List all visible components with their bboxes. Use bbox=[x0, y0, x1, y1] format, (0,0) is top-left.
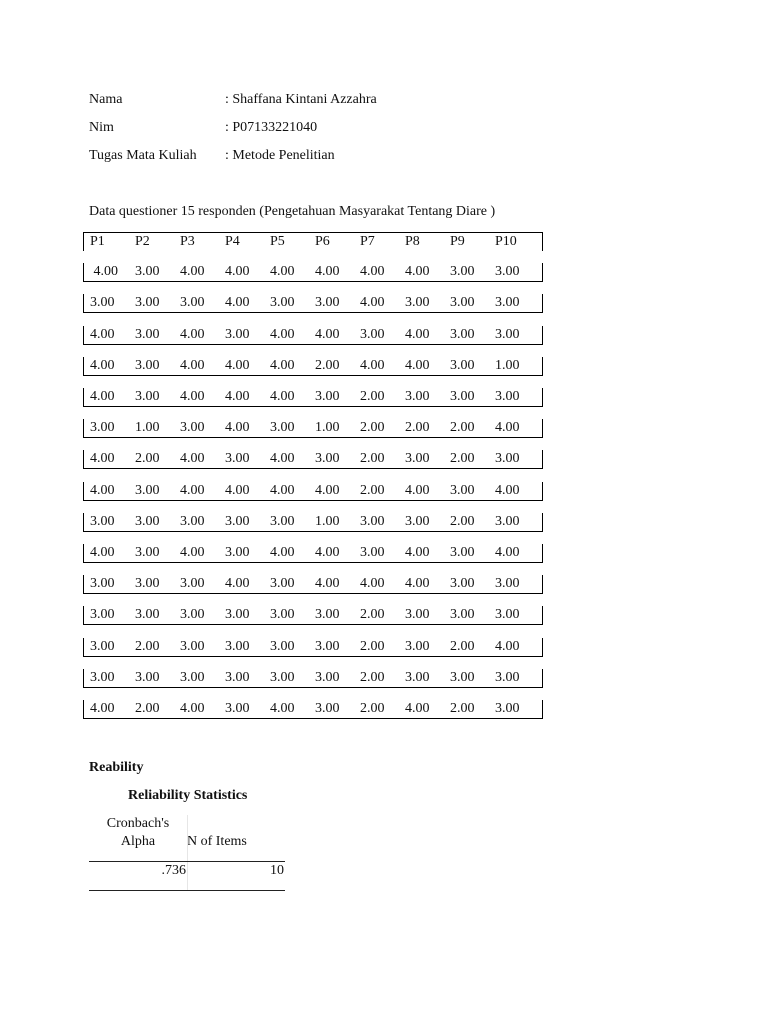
table-cell: 4.00 bbox=[225, 483, 250, 498]
table-cell: 1.00 bbox=[135, 420, 160, 435]
table-cell: 4.00 bbox=[405, 545, 430, 560]
table-cell: 3.00 bbox=[225, 327, 250, 342]
table-cell: 3.00 bbox=[495, 607, 520, 622]
info-value: : P07133221040 bbox=[225, 120, 318, 135]
table-cell: 4.00 bbox=[315, 327, 340, 342]
table-cell: 4.00 bbox=[180, 545, 205, 560]
table-cell: 4.00 bbox=[270, 545, 295, 560]
cronbach-alpha-header-line1: Cronbach's bbox=[106, 816, 170, 831]
table-cell: 4.00 bbox=[315, 576, 340, 591]
info-label: Tugas Mata Kuliah bbox=[89, 148, 197, 163]
table-cell: 3.00 bbox=[360, 514, 385, 529]
reliability-statistics-title: Reliability Statistics bbox=[128, 788, 248, 803]
table-cell: 3.00 bbox=[135, 358, 160, 373]
table-cell: 4.00 bbox=[90, 701, 115, 716]
table-cell: 4.00 bbox=[180, 701, 205, 716]
column-header: P5 bbox=[270, 234, 285, 249]
table-cell: 4.00 bbox=[225, 358, 250, 373]
table-cell: 4.00 bbox=[180, 451, 205, 466]
table-cell: 3.00 bbox=[405, 389, 430, 404]
info-label: Nama bbox=[89, 92, 123, 107]
table-cell: 3.00 bbox=[405, 295, 430, 310]
table-cell: 3.00 bbox=[450, 545, 475, 560]
table-cell: 4.00 bbox=[315, 264, 340, 279]
table-cell: 4.00 bbox=[180, 483, 205, 498]
table-cell: 3.00 bbox=[405, 514, 430, 529]
column-header: P10 bbox=[495, 234, 517, 249]
table-cell: 3.00 bbox=[270, 576, 295, 591]
table-cell: 4.00 bbox=[90, 358, 115, 373]
table-cell: 3.00 bbox=[270, 639, 295, 654]
table-cell: 3.00 bbox=[225, 701, 250, 716]
table-cell: 3.00 bbox=[405, 607, 430, 622]
table-cell: 3.00 bbox=[225, 639, 250, 654]
table-cell: 1.00 bbox=[495, 358, 520, 373]
table-cell: 3.00 bbox=[90, 576, 115, 591]
info-label: Nim bbox=[89, 120, 114, 135]
table-cell: 3.00 bbox=[450, 358, 475, 373]
table-cell: 3.00 bbox=[450, 576, 475, 591]
table-cell: 2.00 bbox=[405, 420, 430, 435]
table-cell: 2.00 bbox=[315, 358, 340, 373]
table-cell: 4.00 bbox=[90, 545, 115, 560]
table-cell: 3.00 bbox=[405, 639, 430, 654]
table-cell: 4.00 bbox=[180, 389, 205, 404]
table-cell: 3.00 bbox=[180, 607, 205, 622]
n-of-items-header: N of Items bbox=[187, 834, 247, 849]
table-cell: 3.00 bbox=[135, 327, 160, 342]
cronbach-alpha-header-line2: Alpha bbox=[120, 834, 156, 849]
table-cell: 3.00 bbox=[495, 327, 520, 342]
table-cell: 4.00 bbox=[270, 389, 295, 404]
table-row bbox=[83, 294, 543, 313]
table-cell: 4.00 bbox=[360, 264, 385, 279]
table-cell: 3.00 bbox=[90, 420, 115, 435]
table-row bbox=[83, 575, 543, 594]
column-header: P9 bbox=[450, 234, 465, 249]
table-cell: 2.00 bbox=[360, 483, 385, 498]
table-cell: 3.00 bbox=[90, 607, 115, 622]
column-header: P1 bbox=[90, 234, 105, 249]
table-cell: 3.00 bbox=[90, 639, 115, 654]
table-cell: 4.00 bbox=[180, 358, 205, 373]
table-cell: 3.00 bbox=[315, 607, 340, 622]
table-cell: 4.00 bbox=[180, 264, 205, 279]
table-cell: 3.00 bbox=[405, 451, 430, 466]
table-cell: 4.00 bbox=[225, 420, 250, 435]
table-cell: 4.00 bbox=[405, 358, 430, 373]
table-cell: 3.00 bbox=[135, 389, 160, 404]
table-cell: 4.00 bbox=[90, 327, 115, 342]
table-row bbox=[83, 606, 543, 625]
column-header: P3 bbox=[180, 234, 195, 249]
table-row bbox=[83, 388, 543, 407]
table-cell: 3.00 bbox=[315, 639, 340, 654]
table-cell: 1.00 bbox=[315, 420, 340, 435]
table-cell: 4.00 bbox=[495, 545, 520, 560]
table-cell: 2.00 bbox=[360, 607, 385, 622]
table-cell: 4.00 bbox=[90, 389, 115, 404]
table-row bbox=[83, 482, 543, 501]
table-cell: 3.00 bbox=[450, 389, 475, 404]
column-header: P6 bbox=[315, 234, 330, 249]
table-row bbox=[83, 450, 543, 469]
table-cell: 3.00 bbox=[135, 576, 160, 591]
table-header-row bbox=[83, 232, 543, 251]
table-cell: 3.00 bbox=[495, 389, 520, 404]
table-cell: 4.00 bbox=[225, 264, 250, 279]
table-cell: 2.00 bbox=[360, 639, 385, 654]
table-cell: 4.00 bbox=[405, 483, 430, 498]
table-cell: 4.00 bbox=[90, 264, 118, 279]
cronbach-alpha-header bbox=[89, 815, 187, 851]
table-cell: 3.00 bbox=[315, 701, 340, 716]
table-cell: 2.00 bbox=[135, 451, 160, 466]
table-cell: 1.00 bbox=[315, 514, 340, 529]
table-cell: 4.00 bbox=[225, 295, 250, 310]
table-cell: 3.00 bbox=[135, 545, 160, 560]
table-cell: 3.00 bbox=[495, 451, 520, 466]
reliability-heading: Reability bbox=[89, 760, 144, 775]
table-cell: 3.00 bbox=[180, 576, 205, 591]
column-header: P4 bbox=[225, 234, 240, 249]
table-cell: 4.00 bbox=[405, 701, 430, 716]
table-cell: 3.00 bbox=[225, 607, 250, 622]
table-cell: 2.00 bbox=[360, 670, 385, 685]
table-cell: 4.00 bbox=[90, 451, 115, 466]
table-cell: 4.00 bbox=[315, 545, 340, 560]
table-cell: 3.00 bbox=[225, 451, 250, 466]
table-cell: 2.00 bbox=[450, 514, 475, 529]
table-cell: 3.00 bbox=[135, 514, 160, 529]
table-cell: 4.00 bbox=[270, 451, 295, 466]
table-cell: 3.00 bbox=[450, 295, 475, 310]
table-cell: 4.00 bbox=[180, 327, 205, 342]
table-cell: 3.00 bbox=[270, 295, 295, 310]
column-header: P7 bbox=[360, 234, 375, 249]
column-header: P8 bbox=[405, 234, 420, 249]
info-value: : Metode Penelitian bbox=[225, 148, 335, 163]
table-row bbox=[83, 263, 543, 282]
table-cell: 3.00 bbox=[180, 514, 205, 529]
table-cell: 4.00 bbox=[495, 483, 520, 498]
table-cell: 3.00 bbox=[315, 670, 340, 685]
table-cell: 3.00 bbox=[135, 670, 160, 685]
table-row bbox=[83, 513, 543, 532]
table-cell: 3.00 bbox=[180, 420, 205, 435]
table-cell: 3.00 bbox=[495, 701, 520, 716]
table-cell: 3.00 bbox=[270, 670, 295, 685]
table-cell: 3.00 bbox=[270, 514, 295, 529]
table-row bbox=[83, 357, 543, 376]
table-cell: 4.00 bbox=[225, 389, 250, 404]
table-cell: 3.00 bbox=[495, 670, 520, 685]
table-cell: 3.00 bbox=[315, 389, 340, 404]
table-cell: 3.00 bbox=[90, 295, 115, 310]
table-cell: 4.00 bbox=[270, 264, 295, 279]
table-row bbox=[83, 419, 543, 438]
table-bottom-rule bbox=[89, 890, 285, 891]
table-cell: 2.00 bbox=[450, 451, 475, 466]
table-cell: 3.00 bbox=[450, 607, 475, 622]
table-cell: 4.00 bbox=[360, 358, 385, 373]
table-cell: 2.00 bbox=[450, 420, 475, 435]
table-cell: 4.00 bbox=[405, 264, 430, 279]
table-cell: 3.00 bbox=[360, 327, 385, 342]
table-cell: 3.00 bbox=[315, 451, 340, 466]
table-cell: 4.00 bbox=[360, 576, 385, 591]
table-cell: 3.00 bbox=[270, 420, 295, 435]
table-cell: 4.00 bbox=[495, 639, 520, 654]
table-cell: 4.00 bbox=[270, 358, 295, 373]
table-cell: 3.00 bbox=[450, 670, 475, 685]
table-cell: 3.00 bbox=[495, 576, 520, 591]
cronbach-alpha-value: .736 bbox=[161, 863, 186, 878]
table-cell: 4.00 bbox=[225, 576, 250, 591]
table-cell: 3.00 bbox=[90, 670, 115, 685]
table-cell: 2.00 bbox=[360, 420, 385, 435]
table-cell: 4.00 bbox=[270, 327, 295, 342]
table-cell: 3.00 bbox=[495, 295, 520, 310]
table-cell: 2.00 bbox=[360, 701, 385, 716]
table-cell: 4.00 bbox=[495, 420, 520, 435]
table-cell: 3.00 bbox=[135, 483, 160, 498]
table-cell: 3.00 bbox=[315, 295, 340, 310]
table-cell: 3.00 bbox=[135, 264, 160, 279]
table-cell: 2.00 bbox=[135, 701, 160, 716]
table-cell: 2.00 bbox=[450, 701, 475, 716]
table-cell: 3.00 bbox=[495, 514, 520, 529]
table-cell: 3.00 bbox=[180, 670, 205, 685]
table-caption: Data questioner 15 responden (Pengetahuan Masyarakat Tentang Diare ) bbox=[89, 204, 496, 219]
table-cell: 4.00 bbox=[315, 483, 340, 498]
table-cell: 3.00 bbox=[450, 327, 475, 342]
table-cell: 3.00 bbox=[405, 670, 430, 685]
table-row bbox=[83, 544, 543, 563]
table-cell: 2.00 bbox=[450, 639, 475, 654]
table-cell: 3.00 bbox=[450, 483, 475, 498]
table-row bbox=[83, 326, 543, 345]
table-cell: 4.00 bbox=[405, 327, 430, 342]
table-cell: 2.00 bbox=[135, 639, 160, 654]
table-cell: 4.00 bbox=[360, 295, 385, 310]
table-cell: 2.00 bbox=[360, 389, 385, 404]
info-value: : Shaffana Kintani Azzahra bbox=[225, 92, 377, 107]
table-cell: 3.00 bbox=[360, 545, 385, 560]
table-cell: 3.00 bbox=[495, 264, 520, 279]
table-cell: 3.00 bbox=[90, 514, 115, 529]
table-cell: 3.00 bbox=[180, 639, 205, 654]
table-row bbox=[83, 638, 543, 657]
table-cell: 4.00 bbox=[270, 483, 295, 498]
table-row bbox=[83, 669, 543, 688]
table-cell: 3.00 bbox=[225, 545, 250, 560]
table-cell: 3.00 bbox=[180, 295, 205, 310]
table-cell: 3.00 bbox=[135, 607, 160, 622]
column-header: P2 bbox=[135, 234, 150, 249]
table-cell: 4.00 bbox=[90, 483, 115, 498]
table-row bbox=[83, 700, 543, 719]
table-cell: 4.00 bbox=[270, 701, 295, 716]
table-cell: 4.00 bbox=[405, 576, 430, 591]
table-cell: 3.00 bbox=[270, 607, 295, 622]
table-cell: 3.00 bbox=[225, 670, 250, 685]
table-cell: 2.00 bbox=[360, 451, 385, 466]
table-cell: 3.00 bbox=[135, 295, 160, 310]
table-cell: 3.00 bbox=[225, 514, 250, 529]
n-of-items-value: 10 bbox=[270, 863, 284, 878]
table-cell: 3.00 bbox=[450, 264, 475, 279]
